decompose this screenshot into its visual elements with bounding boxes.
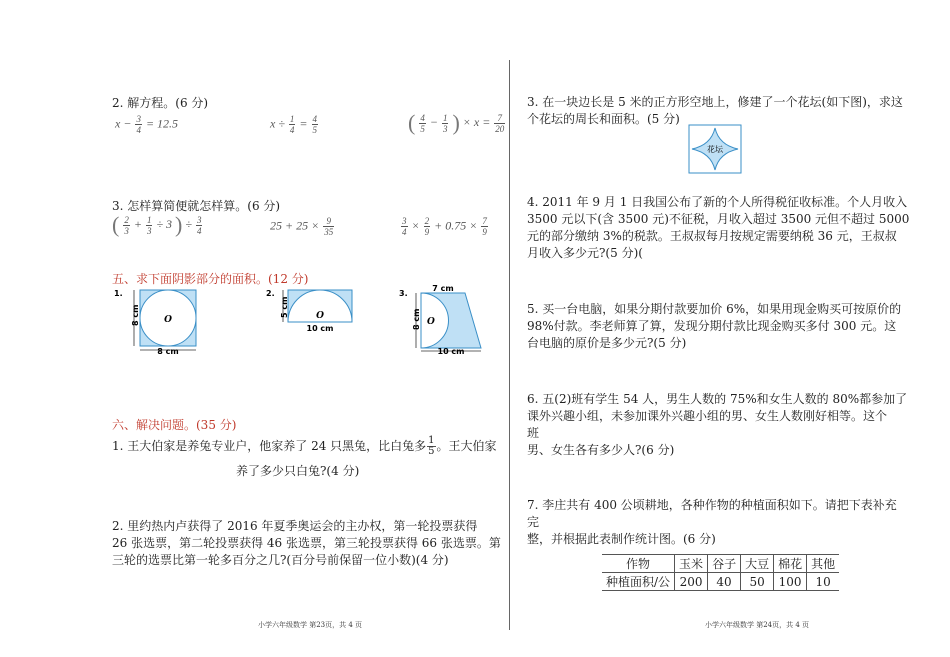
table-cell: 200 (675, 573, 708, 591)
right-q6-line-2: 课外兴趣小组，未参加课外兴趣小组的男、女生人数刚好相等。这个 (527, 409, 888, 423)
left-q3-title: 3. 怎样算简便就怎样算。(6 分) (112, 199, 281, 213)
right-q5-line-1: 5. 买一台电脑，如果分期付款要加价 6%，如果用现金购买可按原价的 (527, 302, 902, 316)
right-q4-line-3: 元的部分缴纳 3%的税款。王叔叔每月按规定需要纳税 36 元，王叔叔 (527, 229, 897, 243)
figure-2-semicircle (264, 286, 364, 336)
problem-1-line-1: 1. 王大伯家是养兔专业户，他家养了 24 只黑兔，比白兔多 $\frac{1}{5}$ 。王大伯家 (112, 435, 497, 457)
table-cell: 100 (774, 573, 807, 591)
section-6-title: 六、解决问题。(35 分) (112, 418, 237, 432)
figure-2-number: 2. (266, 289, 275, 298)
equation-2: x ÷ $\frac{1}{4}$ = $\frac{4}{5}$ (270, 114, 318, 135)
table-header-cell: 玉米 (675, 555, 708, 573)
right-q7-line-3: 整，并根据此表制作统计图。(6 分) (527, 532, 716, 546)
figure-3-number: 3. (399, 289, 408, 298)
table-cell: 种植面积/公 (602, 573, 675, 591)
figure-1-square-circle (112, 284, 212, 356)
problem-2-line-2: 26 张选票，第二轮投票获得 46 张选票，第三轮投票获得 66 张选票。第 (112, 536, 501, 550)
problem-1-line-2: 养了多少只白兔?(4 分) (236, 464, 360, 478)
figure-3-side-label: 8 cm (412, 308, 421, 330)
figure-3-trapezoid (397, 284, 497, 356)
right-q6-line-1: 6. 五(2)班有学生 54 人，男生人数的 75%和女生人数的 80%都参加了 (527, 392, 908, 406)
right-q3-line-2: 个花坛的周长和面积。(5 分) (527, 112, 680, 126)
left-footer: 小学六年级数学 第23页，共 4 页 (258, 621, 363, 629)
expression-1: ( $\frac{2}{3}$ + $\frac{1}{3}$ ÷ 3 ) ÷ $\frac{3}{4}$ (112, 212, 202, 237)
table-header-cell: 作物 (602, 555, 675, 573)
page-divider (509, 60, 510, 630)
table-header-cell: 其他 (807, 555, 840, 573)
figure-1-center: O (164, 315, 172, 325)
table-header-cell: 大豆 (741, 555, 774, 573)
expression-2: 25 + 25 × $\frac{9}{35}$ (270, 216, 334, 237)
figure-2-side-label: 5 cm (280, 296, 289, 318)
figure-2-bottom-label: 10 cm (306, 324, 334, 333)
figure-1-side-label: 8 cm (131, 304, 140, 326)
right-q4-line-4: 月收入多少元?(5 分)( (527, 246, 643, 260)
problem-2-line-1: 2. 里约热内卢获得了 2016 年夏季奥运会的主办权，第一轮投票获得 (112, 519, 478, 533)
right-q7-line-1: 7. 李庄共有 400 公顷耕地，各种作物的种植面积如下。请把下表补充 (527, 498, 897, 512)
equation-3: ( $\frac{4}{5}$ − $\frac{1}{3}$ ) × x = $\frac{7}{20}$ (408, 110, 505, 135)
right-q4-line-1: 4. 2011 年 9 月 1 日我国公布了新的个人所得税征收标准。个人月收入 (527, 195, 908, 209)
right-q5-line-3: 台电脑的原价是多少元?(5 分) (527, 336, 687, 350)
section-5-title: 五、求下面阴影部分的面积。(12 分) (112, 272, 309, 286)
figure-3-center: O (427, 317, 435, 327)
table-row (602, 573, 839, 591)
figure-1-number: 1. (114, 289, 123, 298)
left-q2-title: 2. 解方程。(6 分) (112, 96, 209, 110)
table-cell: 10 (807, 573, 840, 591)
table-header-cell: 棉花 (774, 555, 807, 573)
right-q6-line-3: 班 (527, 426, 540, 440)
flowerbed-label: 花坛 (707, 145, 723, 154)
table-cell: 40 (708, 573, 741, 591)
figure-3-top-label: 7 cm (432, 284, 454, 293)
flowerbed-figure (688, 124, 742, 174)
right-footer: 小学六年级数学 第24页，共 4 页 (705, 621, 810, 629)
table-header-cell: 谷子 (708, 555, 741, 573)
figure-2-center: O (316, 311, 324, 321)
figure-3-bottom-label: 10 cm (437, 347, 465, 356)
table-header-row (602, 555, 839, 573)
figure-1-bottom-label: 8 cm (157, 347, 179, 356)
crop-area-table (602, 554, 839, 591)
right-q7-line-2: 完 (527, 515, 540, 529)
right-q4-line-2: 3500 元以下(含 3500 元)不征税，月收入超过 3500 元但不超过 5000 (527, 212, 910, 226)
right-q6-line-4: 男、女生各有多少人?(6 分) (527, 443, 675, 457)
equation-1: x − $\frac{3}{4}$ = 12.5 (115, 114, 179, 135)
expression-3: $\frac{3}{4}$ × $\frac{2}{9}$ + 0.75 × $\frac{7}{9}$ (402, 216, 487, 237)
right-q3-line-1: 3. 在一块边长是 5 米的正方形空地上，修建了一个花坛(如下图)，求这 (527, 95, 903, 109)
right-q5-line-2: 98%付款。李老师算了算，发现分期付款比现金购买多付 300 元。这 (527, 319, 897, 333)
problem-2-line-3: 三轮的选票比第一轮多百分之几?(百分号前保留一位小数)(4 分) (112, 553, 449, 567)
table-cell: 50 (741, 573, 774, 591)
